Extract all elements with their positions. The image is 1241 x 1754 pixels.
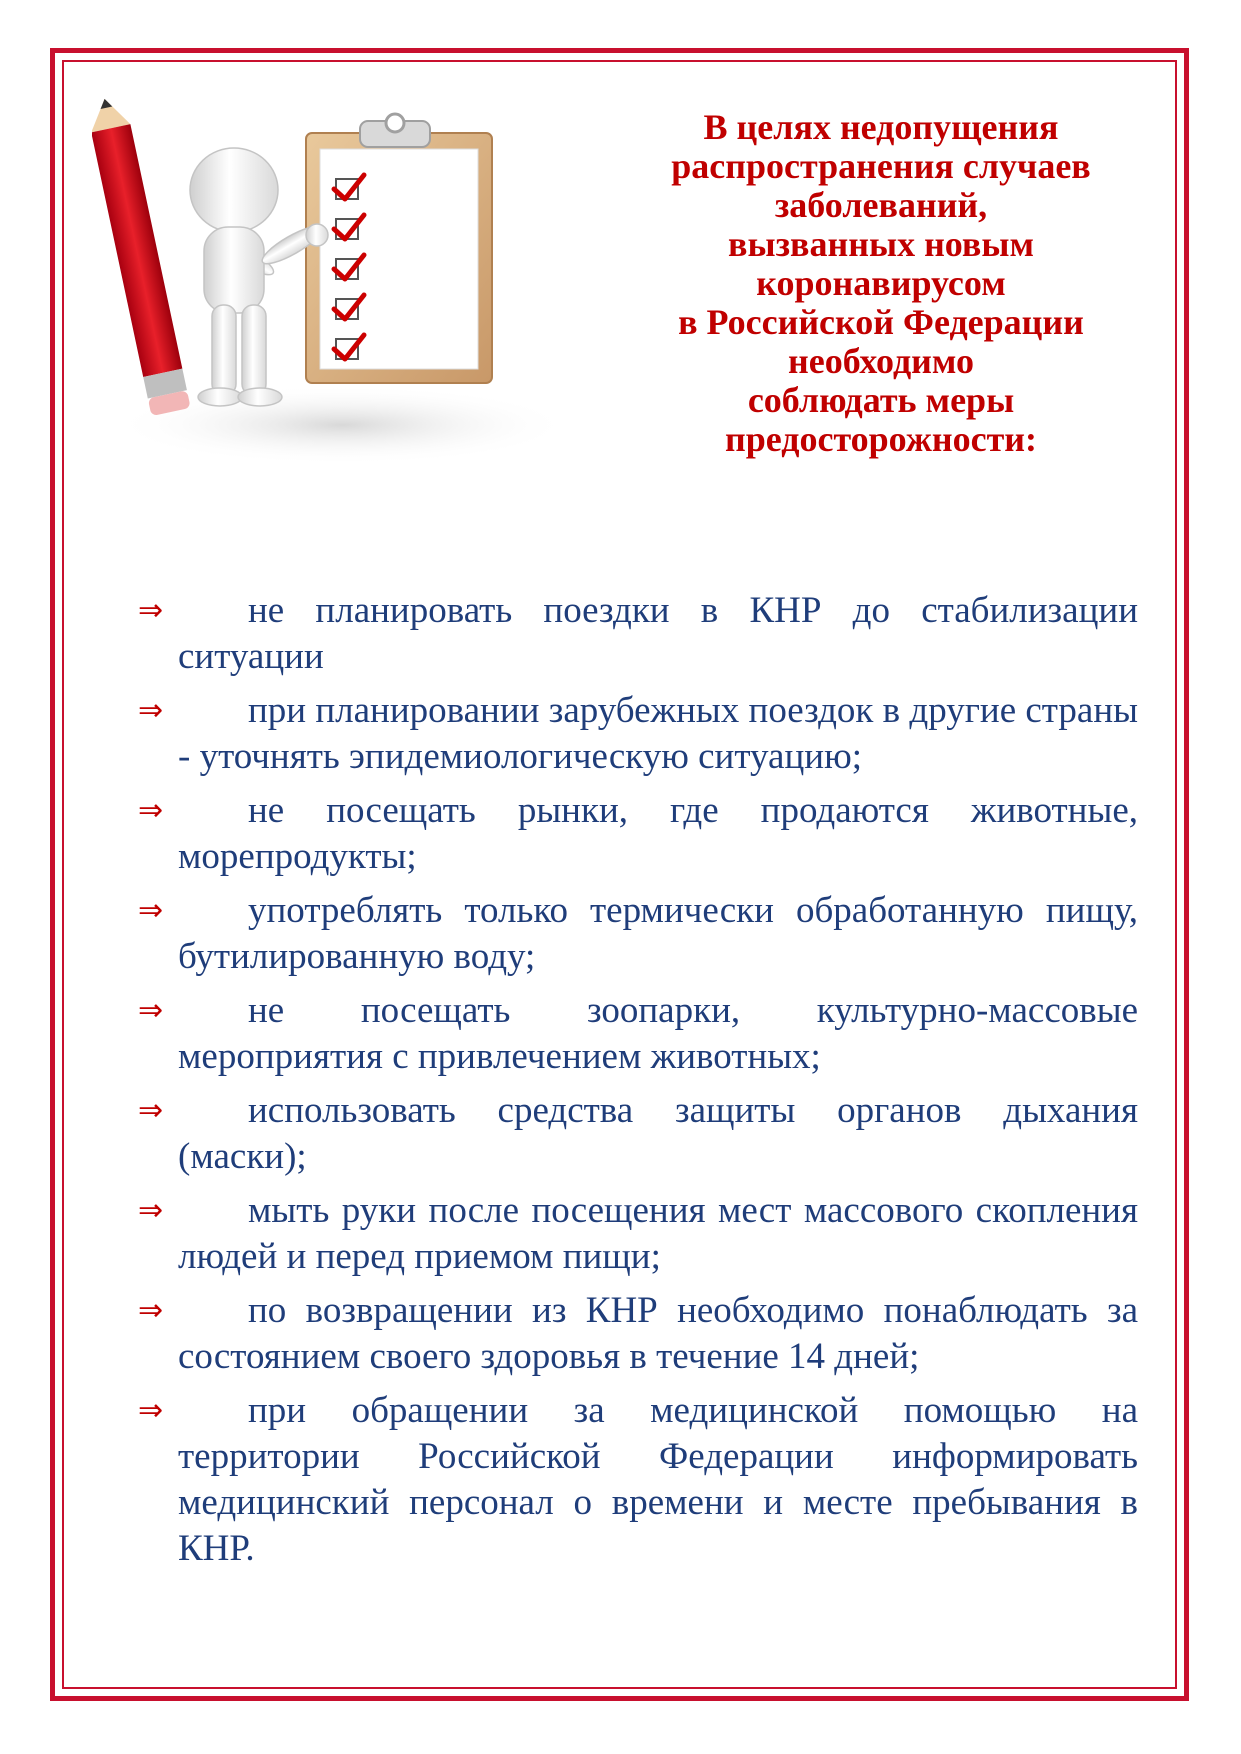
heading-line: коронавирусом: [756, 263, 1006, 303]
heading-line: В целях недопущения: [703, 107, 1059, 147]
checklist-figure-illustration: [92, 95, 582, 495]
arrow-icon: ⇒: [138, 893, 164, 928]
red-pencil-icon: [92, 95, 191, 416]
heading-line: вызванных новым: [728, 224, 1034, 264]
list-item-text: использовать средства защиты органов дыхания (маски);: [178, 1090, 1138, 1177]
list-item: [138, 988, 1138, 1080]
heading: [598, 108, 1164, 459]
list-item: [138, 1188, 1138, 1280]
list-item: [138, 788, 1138, 880]
list-item: [138, 888, 1138, 980]
list-item: [138, 588, 1138, 680]
arrow-icon: ⇒: [138, 993, 164, 1028]
list-item-text: мыть руки после посещения мест массового скопления людей и перед приемом пищи;: [178, 1190, 1138, 1277]
heading-line: в Российской Федерации: [678, 302, 1084, 342]
heading-line: соблюдать меры: [747, 380, 1015, 420]
list-item: [138, 1288, 1138, 1380]
list-item-text: не посещать рынки, где продаются животные, морепродукты;: [178, 790, 1138, 877]
arrow-icon: ⇒: [138, 593, 164, 628]
arrow-icon: ⇒: [138, 1293, 164, 1328]
heading-line: предосторожности:: [724, 419, 1038, 459]
list-item-text: по возвращении из КНР необходимо понаблюдать за состоянием своего здоровья в течение 14 дней;: [178, 1290, 1138, 1377]
precaution-list: [138, 588, 1138, 1580]
arrow-icon: ⇒: [138, 1093, 164, 1128]
heading-line: заболеваний,: [774, 185, 988, 225]
heading-line: необходимо: [788, 341, 974, 381]
list-item-text: не планировать поездки в КНР до стабилизации ситуации: [178, 590, 1138, 677]
arrow-icon: ⇒: [138, 1393, 164, 1428]
list-item-text: употреблять только термически обработанную пищу, бутилированную воду;: [178, 890, 1138, 977]
arrow-icon: ⇒: [138, 793, 164, 828]
list-item: [138, 688, 1138, 780]
list-item-text: не посещать зоопарки, культурно-массовые мероприятия с привлечением животных;: [178, 990, 1138, 1077]
arrow-icon: ⇒: [138, 693, 164, 728]
list-item: [138, 1388, 1138, 1572]
clipboard-icon: [306, 114, 492, 383]
heading-line: распространения случаев: [671, 146, 1091, 186]
list-item: [138, 1088, 1138, 1180]
arrow-icon: ⇒: [138, 1193, 164, 1228]
list-item-text: при обращении за медицинской помощью на территории Российской Федерации информировать медицинский персонал о времени и месте пребывания в КНР.: [178, 1390, 1138, 1569]
list-item-text: при планировании зарубежных поездок в другие страны - уточнять эпидемиологическую ситуацию;: [178, 690, 1138, 777]
